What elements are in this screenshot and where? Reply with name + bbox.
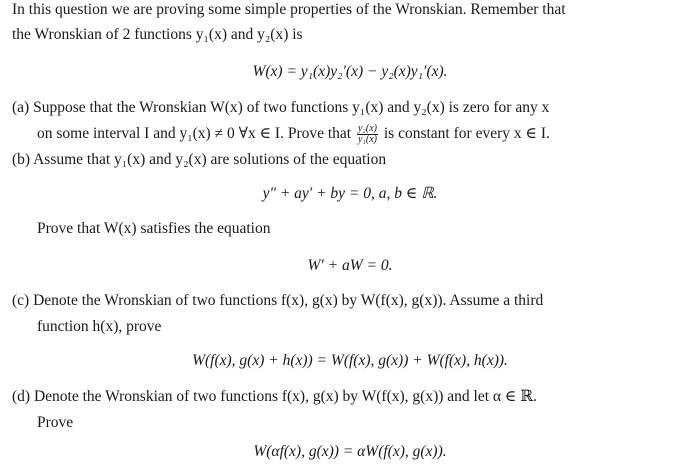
part-b-line-2: Prove that W(x) satisfies the equation	[37, 220, 271, 237]
part-a-line-2-pre: on some interval I and y₁(x) ≠ 0 ∀x ∈ I. Prove that	[37, 125, 352, 143]
intro-line-1: In this question we are proving some simple properties of the Wronskian. Remember that	[12, 1, 566, 18]
part-a-line-2	[37, 124, 550, 145]
part-d-line-1: (d) Denote the Wronskian of two functions f(x), g(x) by W(f(x), g(x)) and let α ∈ ℝ.	[12, 388, 537, 405]
ode-formula: y″ + ay′ + by = 0, a, b ∈ ℝ.	[262, 185, 438, 202]
part-c-line-1: (c) Denote the Wronskian of two functions f(x), g(x) by W(f(x), g(x)). Assume a third	[12, 292, 544, 309]
homogeneity-formula: W(αf(x), g(x)) = αW(f(x), g(x)).	[253, 443, 447, 460]
ratio-numerator: y₂(x)	[357, 123, 377, 134]
part-a-line-1: (a) Suppose that the Wronskian W(x) of two functions y₁(x) and y₂(x) is zero for any x	[12, 99, 550, 116]
part-a-line-2-post: is constant for every x ∈ I.	[383, 125, 550, 143]
additivity-formula: W(f(x), g(x) + h(x)) = W(f(x), g(x)) + W(f(x), h(x)).	[192, 352, 508, 369]
ratio-denominator: y₁(x)	[357, 134, 377, 145]
wronskian-ode-formula: W′ + aW = 0.	[307, 257, 393, 274]
intro-line-2: the Wronskian of 2 functions y₁(x) and y₂(x) is	[12, 26, 303, 43]
part-d-line-2: Prove	[37, 414, 74, 431]
part-b-line-1: (b) Assume that y₁(x) and y₂(x) are solutions of the equation	[12, 151, 387, 168]
part-c-line-2: function h(x), prove	[37, 318, 162, 335]
wronskian-definition: W(x) = y₁(x)y₂′(x) − y₂(x)y₁′(x).	[252, 63, 448, 80]
ratio-fraction	[357, 124, 378, 145]
